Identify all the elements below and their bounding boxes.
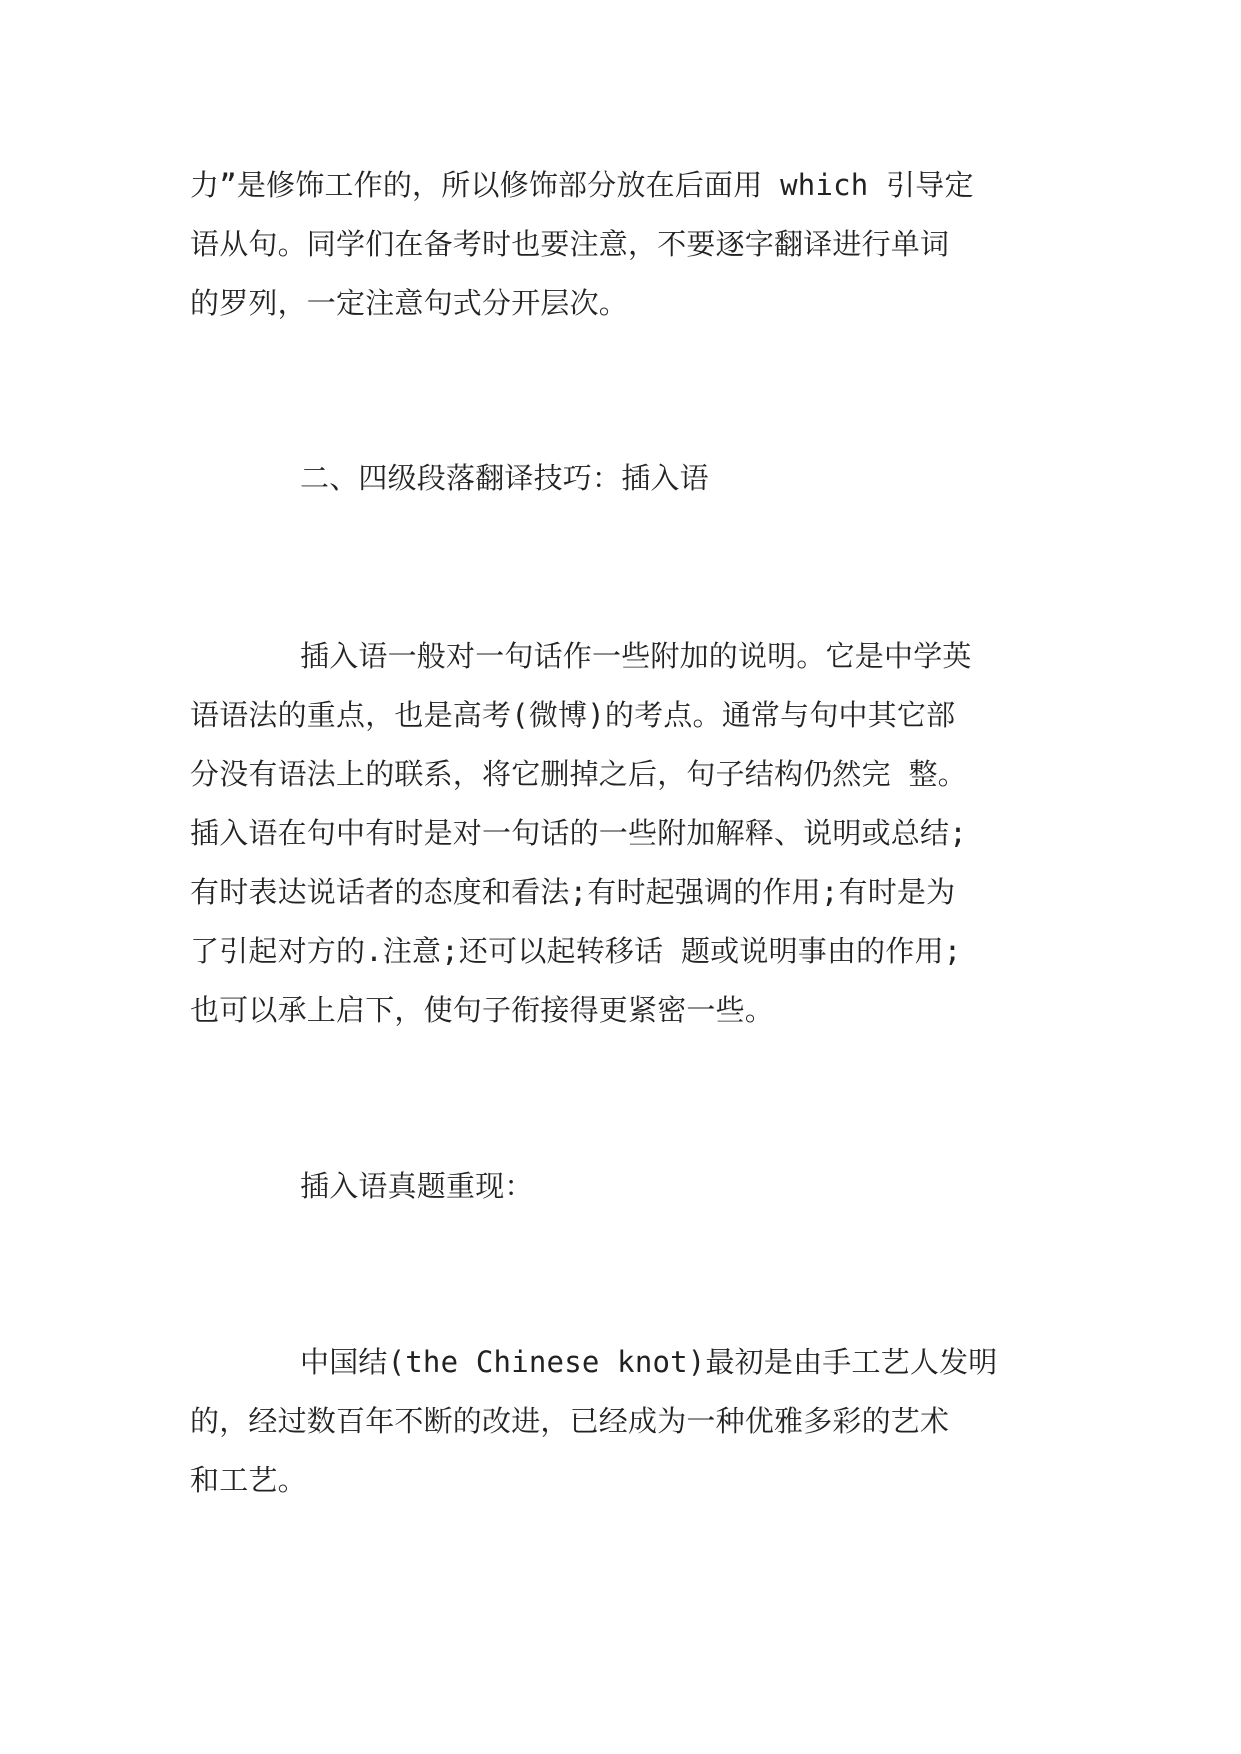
body-paragraph-line: 插入语在句中有时是对一句话的一些附加解释、说明或总结; (190, 816, 967, 850)
example-paragraph-line: 的，经过数百年不断的改进，已经成为一种优雅多彩的艺术 (190, 1404, 950, 1438)
intro-paragraph-line: 的罗列，一定注意句式分开层次。 (190, 286, 629, 320)
body-paragraph-line: 分没有语法上的联系，将它删掉之后，句子结构仍然完 整。 (190, 757, 967, 791)
body-paragraph-line: 了引起对方的.注意;还可以起转移话 题或说明事由的作用; (190, 934, 962, 968)
body-paragraph-line: 有时表达说话者的态度和看法;有时起强调的作用;有时是为 (190, 875, 956, 909)
section-heading: 二、四级段落翻译技巧：插入语 (300, 461, 709, 495)
body-paragraph-line: 语语法的重点，也是高考(微博)的考点。通常与句中其它部 (190, 698, 956, 732)
intro-paragraph-line: 力”是修饰工作的，所以修饰部分放在后面用 which 引导定 (190, 168, 974, 202)
intro-paragraph-line: 语从句。同学们在备考时也要注意，不要逐字翻译进行单词 (190, 227, 950, 261)
body-paragraph-line: 也可以承上启下，使句子衔接得更紧密一些。 (190, 993, 775, 1027)
example-paragraph-line: 中国结(the Chinese knot)最初是由手工艺人发明 (300, 1345, 998, 1379)
body-paragraph-line: 插入语一般对一句话作一些附加的说明。它是中学英 (300, 639, 972, 673)
example-paragraph-line: 和工艺。 (190, 1463, 307, 1497)
subheading: 插入语真题重现： (300, 1169, 534, 1203)
